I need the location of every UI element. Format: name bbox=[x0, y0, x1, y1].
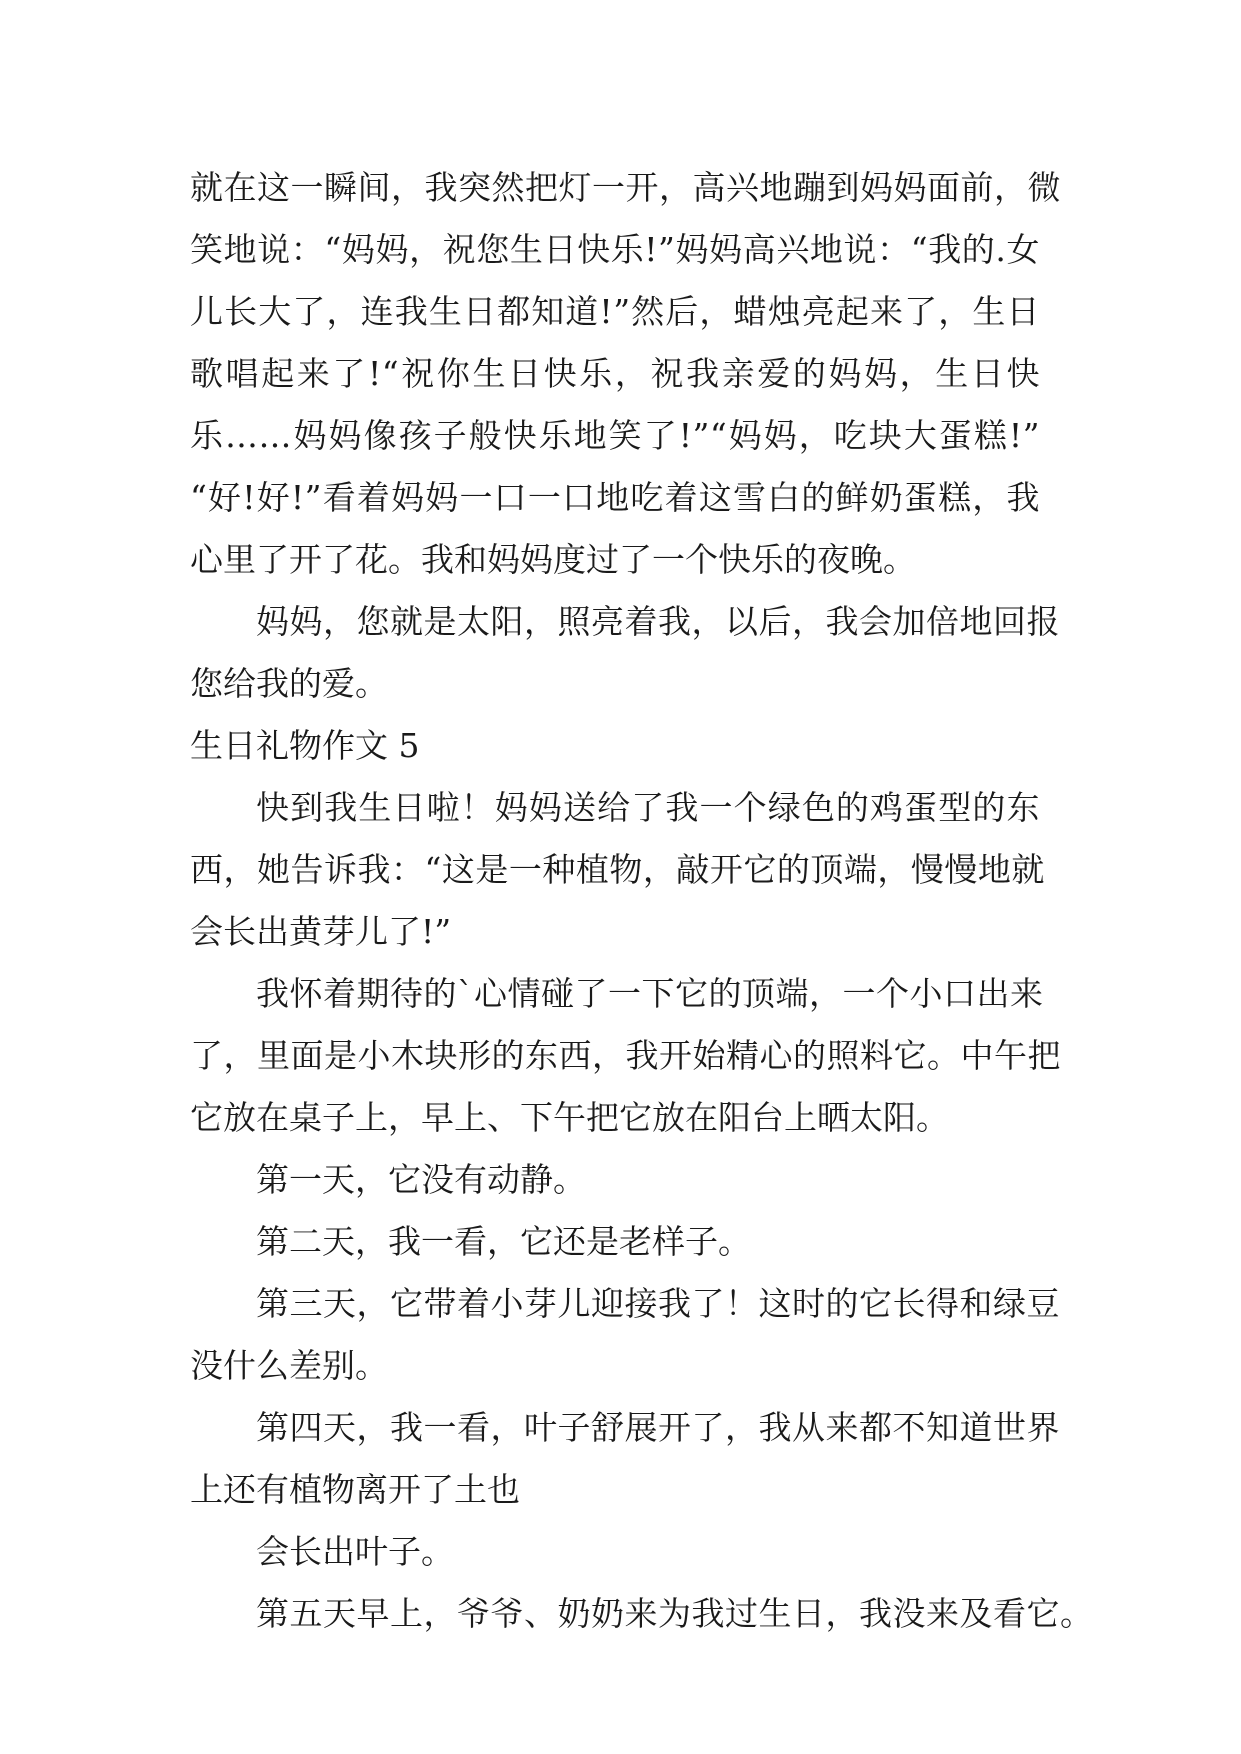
text-line: 您给我的爱。 bbox=[190, 664, 388, 703]
text-line: 歌唱起来了!“祝你生日快乐，祝我亲爱的妈妈，生日快 bbox=[190, 354, 1040, 393]
text-line: 就在这一瞬间，我突然把灯一开，高兴地蹦到妈妈面前，微 bbox=[190, 168, 1061, 207]
text-line: 第五天早上，爷爷、奶奶来为我过生日，我没来及看它。 bbox=[256, 1594, 1094, 1633]
section-heading: 生日礼物作文 5 bbox=[190, 726, 420, 765]
text-line: 第四天，我一看，叶子舒展开了，我从来都不知道世界 bbox=[256, 1408, 1060, 1447]
text-line: 会长出叶子。 bbox=[256, 1532, 454, 1571]
text-line: 心里了开了花。我和妈妈度过了一个快乐的夜晚。 bbox=[190, 540, 916, 579]
text-line: 笑地说：“妈妈，祝您生日快乐!”妈妈高兴地说：“我的.女 bbox=[190, 230, 1040, 269]
text-line: 妈妈，您就是太阳，照亮着我，以后，我会加倍地回报 bbox=[256, 602, 1060, 641]
text-line: 第三天，它带着小芽儿迎接我了！这时的它长得和绿豆 bbox=[256, 1284, 1060, 1323]
text-line: 快到我生日啦！妈妈送给了我一个绿色的鸡蛋型的东 bbox=[256, 788, 1040, 827]
text-line: 西，她告诉我：“这是一种植物，敲开它的顶端，慢慢地就 bbox=[190, 850, 1045, 889]
text-line: 我怀着期待的`心情碰了一下它的顶端，一个小口出来 bbox=[256, 974, 1044, 1013]
text-line: “好!好!”看着妈妈一口一口地吃着这雪白的鲜奶蛋糕，我 bbox=[190, 478, 1040, 517]
text-line: 乐……妈妈像孩子般快乐地笑了!”“妈妈，吃块大蛋糕!” bbox=[190, 416, 1040, 455]
text-line: 第二天，我一看，它还是老样子。 bbox=[256, 1222, 751, 1261]
text-line: 第一天，它没有动静。 bbox=[256, 1160, 586, 1199]
text-line: 它放在桌子上，早上、下午把它放在阳台上晒太阳。 bbox=[190, 1098, 949, 1137]
text-line: 儿长大了，连我生日都知道!”然后，蜡烛亮起来了，生日 bbox=[190, 292, 1040, 331]
text-line: 会长出黄芽儿了!” bbox=[190, 912, 452, 951]
text-line: 没什么差别。 bbox=[190, 1346, 388, 1385]
text-line: 上还有植物离开了土也 bbox=[190, 1470, 520, 1509]
text-line: 了，里面是小木块形的东西，我开始精心的照料它。中午把 bbox=[190, 1036, 1061, 1075]
document-body bbox=[190, 157, 1094, 1645]
